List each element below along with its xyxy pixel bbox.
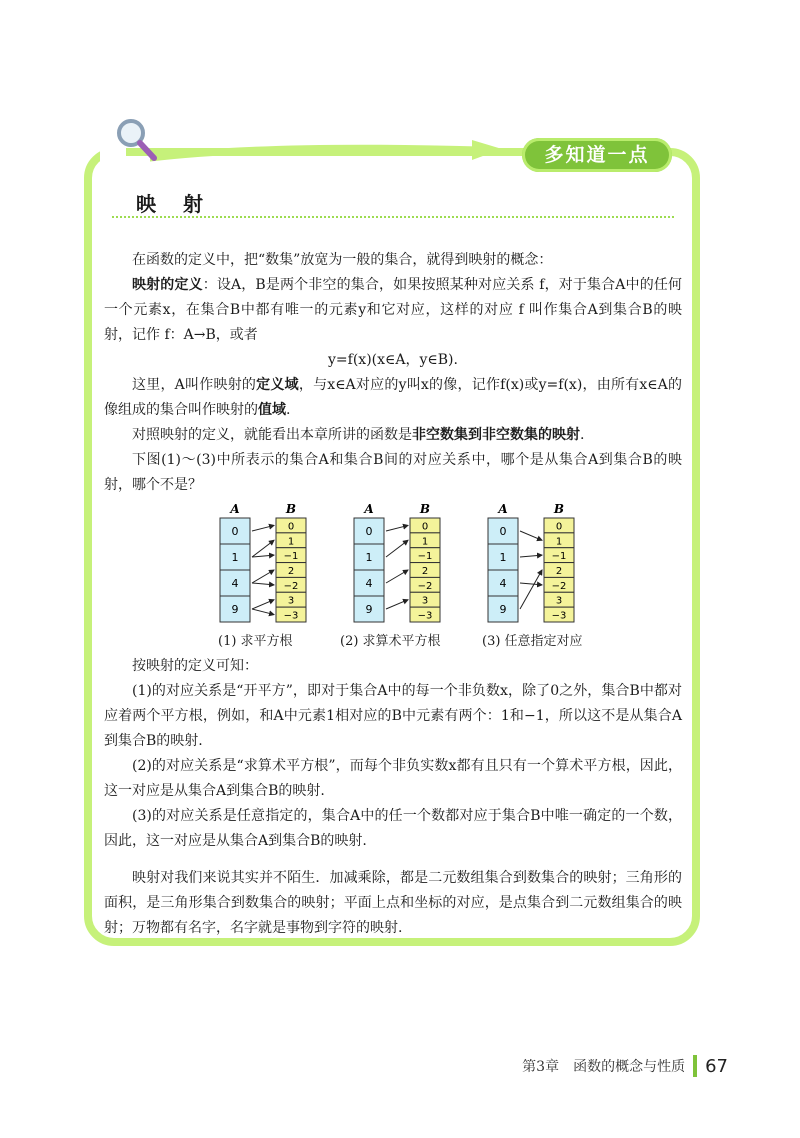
text-run: ，与x∈A对应的y叫x的像，记作f(x)或y=f(x)，由所有x∈A的像组成的集合叫作映射的 <box>104 377 683 418</box>
set-b-value: −3 <box>551 610 567 622</box>
diagram-caption: (3) 任意指定对应 <box>482 634 583 649</box>
set-b-label: B <box>285 502 297 516</box>
text-run: 对照映射的定义，就能看出本章所讲的函数是 <box>132 427 412 443</box>
magnifier-icon <box>114 116 160 164</box>
set-a-value: 1 <box>231 551 239 564</box>
mapping-arrow <box>252 555 274 557</box>
set-b-label: B <box>419 502 431 516</box>
set-b-value: 3 <box>421 595 429 607</box>
diagram-caption: (1) 求平方根 <box>218 634 293 649</box>
set-b-value: 2 <box>421 566 429 577</box>
set-b-value: −1 <box>551 551 567 563</box>
paragraph: (1)的对应关系是“开平方”，即对于集合A中的每一个非负数x，除了0之外，集合B中都对应着两个平方根，例如，和A中元素1相对应的B中元素有两个：1和−1，所以这不是从集合A到集合B的映射. <box>104 683 682 749</box>
mapping-diagram-1 <box>216 502 336 652</box>
function-paragraph <box>104 423 682 448</box>
mapping-arrow <box>386 570 408 583</box>
mapping-arrow <box>386 540 408 557</box>
set-a-value: 4 <box>499 577 507 590</box>
set-b-value: 2 <box>555 566 563 577</box>
mapping-arrow <box>252 600 274 609</box>
section-title: 映 射 <box>136 192 213 216</box>
set-b-value: −1 <box>417 551 433 563</box>
title-divider <box>112 216 674 218</box>
set-a-value: 0 <box>365 525 373 538</box>
diagram-caption: (2) 求算术平方根 <box>340 634 441 649</box>
set-b-value: 3 <box>287 595 295 607</box>
set-a-label: A <box>498 502 508 516</box>
set-b-value: −3 <box>283 610 299 622</box>
mapping-arrow <box>520 555 542 557</box>
term-domain: 定义域 <box>256 377 299 393</box>
set-b-value: 1 <box>287 536 295 548</box>
paragraph: 按映射的定义可知： <box>132 658 258 674</box>
mapping-diagram-2 <box>340 502 470 652</box>
mapping-arrow <box>252 525 274 531</box>
set-b-value: −3 <box>417 610 433 622</box>
set-a-value: 9 <box>231 603 239 616</box>
header-arrow <box>150 140 510 164</box>
definition-paragraph <box>104 273 682 348</box>
set-a-value: 0 <box>231 525 239 538</box>
set-a-label: A <box>364 502 374 516</box>
mapping-arrow <box>386 600 408 609</box>
set-a-value: 0 <box>499 525 507 538</box>
definition-text: ：设A，B是两个非空的集合，如果按照某种对应关系 f，对于集合A中的任何一个元素x，在集合B中都有唯一的元素y和它对应，这样的对应 f 叫作集合A到集合B的映射，记作 f：A→B，或者 <box>104 277 683 343</box>
paragraph: 在函数的定义中，把“数集”放宽为一般的集合，就得到映射的概念： <box>132 252 553 268</box>
question-paragraph: 下图(1)～(3)中所表示的集合A和集合B间的对应关系中，哪个是从集合A到集合B的映射，哪个不是？ <box>104 452 682 493</box>
set-b-value: 3 <box>555 595 563 607</box>
term-function-mapping: 非空数集到非空数集的映射 <box>412 427 580 443</box>
mapping-arrow <box>252 570 274 583</box>
page-footer <box>522 1055 728 1077</box>
set-b-value: 1 <box>555 536 563 548</box>
formula: y=f(x)(x∈A，y∈B). <box>328 352 458 368</box>
mapping-arrow <box>520 531 542 540</box>
page-number: 67 <box>705 1055 728 1077</box>
footer-divider <box>693 1055 697 1077</box>
mapping-arrow <box>252 609 274 615</box>
paragraph: (2)的对应关系是“求算术平方根”，而每个非负实数x都有且只有一个算术平方根，因此，这一对应是从集合A到集合B的映射. <box>104 758 682 799</box>
definition-label: 映射的定义 <box>132 277 203 293</box>
mapping-diagrams <box>104 502 682 652</box>
set-b-value: 0 <box>287 521 295 533</box>
set-a-value: 4 <box>231 577 239 590</box>
paragraph: (3)的对应关系是任意指定的，集合A中的任一个数都对应于集合B中唯一确定的一个数，因此，这一对应是从集合A到集合B的映射. <box>104 808 682 849</box>
mapping-arrow <box>252 583 274 585</box>
set-a-value: 1 <box>499 551 507 564</box>
mapping-arrow <box>252 540 274 557</box>
set-b-value: −1 <box>283 551 299 563</box>
set-b-value: 0 <box>555 521 563 533</box>
set-a-value: 1 <box>365 551 373 564</box>
paragraph: 映射对我们来说其实并不陌生．加减乘除，都是二元数组集合到数集合的映射；三角形的面积，是三角形集合到数集合的映射；平面上点和坐标的对应，是点集合到二元数组集合的映射；万物都有名字，名字就是事物到字符的映射. <box>104 870 682 936</box>
set-b-label: B <box>553 502 565 516</box>
text-run: . <box>580 427 585 443</box>
set-a-value: 4 <box>365 577 373 590</box>
text-run: . <box>286 402 291 418</box>
set-a-label: A <box>230 502 240 516</box>
text-run: 这里，A叫作映射的 <box>132 377 257 393</box>
set-a-value: 9 <box>499 603 507 616</box>
term-range: 值域 <box>258 402 286 418</box>
set-b-value: −2 <box>417 580 433 592</box>
chapter-title: 第3章 函数的概念与性质 <box>522 1059 686 1075</box>
set-b-value: 1 <box>421 536 429 548</box>
more-knowledge-badge: 多知道一点 <box>522 138 672 172</box>
mapping-arrow <box>386 525 408 531</box>
set-b-value: 0 <box>421 521 429 533</box>
set-b-value: −2 <box>283 580 299 592</box>
mapping-arrow <box>520 583 542 585</box>
set-b-value: −2 <box>551 580 567 592</box>
set-a-value: 9 <box>365 603 373 616</box>
domain-range-paragraph <box>104 373 682 423</box>
mapping-diagram-3 <box>484 502 604 652</box>
article-body <box>104 248 682 941</box>
mapping-arrow <box>520 570 542 609</box>
set-b-value: 2 <box>287 566 295 577</box>
